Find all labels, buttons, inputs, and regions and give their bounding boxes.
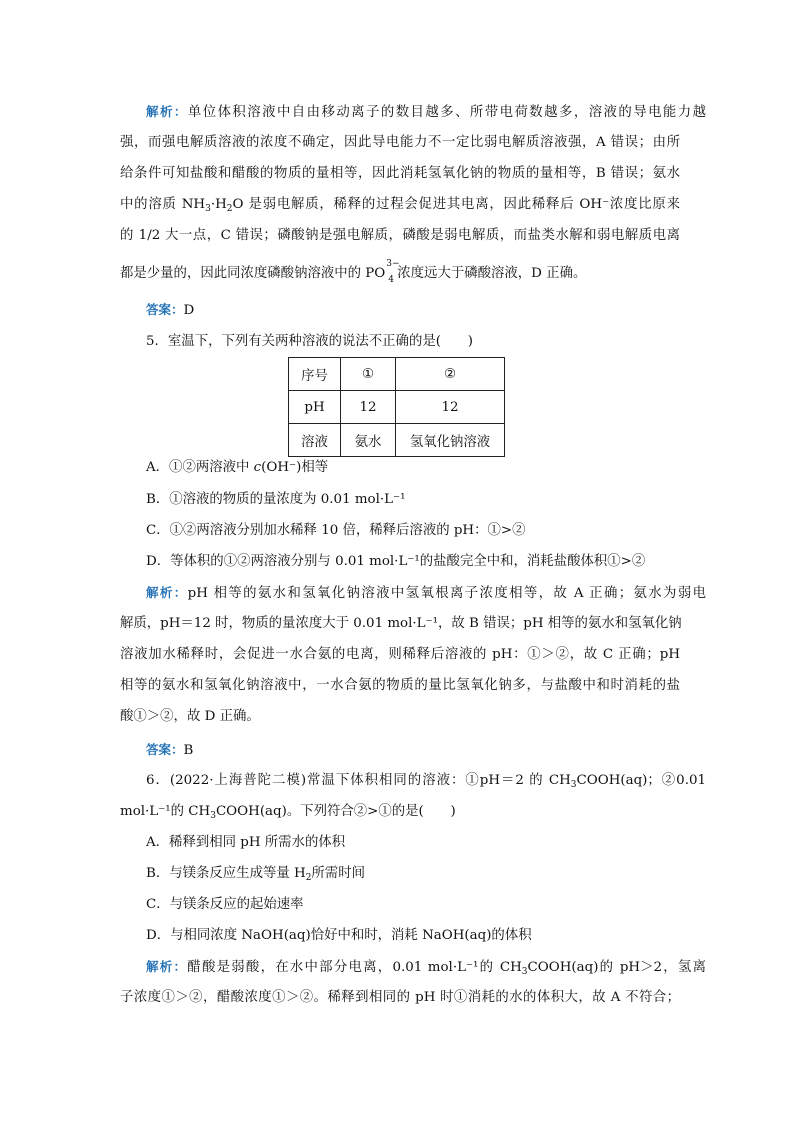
text: COOH(aq)的 pH＞2，氢离 (527, 960, 706, 975)
analysis-paragraph-line (120, 259, 680, 285)
answer-label: 答案： (146, 302, 184, 317)
option-a (146, 833, 706, 853)
table-cell: 溶液 (289, 424, 341, 457)
text: C．①②两溶液分别加水稀释 10 倍，稀释后溶液的 pH：①>② (146, 523, 526, 538)
text: O 是弱电解质，稀释的过程会促进其电离，因此稀释后 OH⁻浓度比原来 (232, 197, 680, 212)
table-cell: 序号 (289, 358, 341, 391)
option-c (146, 895, 706, 915)
text: 浓度远大于磷酸溶液，D 正确。 (397, 266, 587, 281)
analysis-paragraph-line (120, 676, 680, 696)
analysis-paragraph-line (146, 583, 706, 604)
ion-charge (385, 259, 400, 285)
analysis-paragraph-line (120, 164, 680, 184)
table-cell: 氢氧化钠溶液 (396, 424, 505, 457)
subscript: 2 (305, 873, 312, 883)
answer-line (146, 740, 706, 761)
analysis-label: 解析： (146, 959, 188, 974)
text: 所需时间 (311, 866, 365, 881)
text: c (253, 460, 262, 475)
table-cell: 12 (396, 391, 505, 424)
analysis-label: 解析： (146, 104, 188, 119)
analysis-paragraph-line (120, 133, 680, 153)
text: A．①②两溶液中 (146, 460, 254, 475)
analysis-paragraph-line (146, 102, 706, 123)
option-d (146, 552, 706, 572)
analysis-paragraph-line (120, 226, 680, 246)
text: 强，而强电解质溶液的浓度不确定，因此导电能力不一定比弱电解质溶液强，A 错误；由所 (120, 135, 680, 150)
text: 子浓度①＞②，醋酸浓度①＞②。稀释到相同的 pH 时①消耗的水的体积大，故 A 不符合； (120, 990, 680, 1005)
text: 单位体积溶液中自由移动离子的数目越多、所带电荷数越多，溶液的导电能力越 (187, 105, 706, 120)
option-a (146, 458, 706, 478)
text: 中的溶质 NH (120, 197, 206, 212)
analysis-paragraph-line (120, 645, 680, 665)
text: COOH(aq)。下列符合②>①的是( ) (215, 804, 456, 819)
text: 6．(2022·上海普陀二模)常温下体积相同的溶液：①pH＝2 的 CH (146, 773, 571, 788)
text: B．①溶液的物质的量浓度为 0.01 mol·L⁻¹ (146, 492, 406, 507)
superscript: 3− (386, 259, 400, 269)
text: mol·L⁻¹的 CH (120, 804, 211, 819)
analysis-paragraph-line (120, 614, 680, 634)
text: 相等的氨水和氢氧化钠溶液中，一水合氨的物质的量比氢氧化钠多，与盐酸中和时消耗的盐 (120, 678, 680, 693)
analysis-paragraph-line (120, 195, 680, 219)
subscript: 4 (388, 275, 395, 285)
analysis-label: 解析： (146, 585, 188, 600)
text: (OH⁻)相等 (261, 460, 329, 475)
question-5-stem (146, 332, 706, 352)
text: 酸①＞②，故 D 正确。 (120, 709, 260, 724)
subscript: 3 (521, 967, 528, 977)
option-c (146, 521, 706, 541)
text: B．与镁条反应生成等量 H (146, 866, 306, 881)
answer-label: 答案： (146, 742, 184, 757)
text: 给条件可知盐酸和醋酸的物质的量相等，因此消耗氢氧化钠的物质的量相等，B 错误；氨水 (120, 166, 680, 181)
option-b (146, 490, 706, 510)
solution-table (288, 357, 505, 457)
answer-value: B (183, 743, 194, 758)
answer-line (146, 300, 706, 321)
text: 都是少量的，因此同浓度磷酸钠溶液中的 PO (120, 266, 386, 281)
table-cell: 12 (341, 391, 396, 424)
question-6-stem (146, 771, 706, 795)
text: 的 1/2 大一点，C 错误；磷酸钠是强电解质，磷酸是弱电解质，而盐类水解和弱电解质电离 (120, 228, 680, 243)
text: A．稀释到相同 pH 所需水的体积 (146, 835, 346, 850)
table-row (289, 391, 505, 424)
text: 5．室温下，下列有关两种溶液的说法不正确的是( ) (146, 334, 473, 349)
subscript: 3 (570, 780, 577, 790)
table-row (289, 358, 505, 391)
table-cell: ① (341, 358, 396, 391)
subscript: 2 (226, 204, 233, 214)
answer-value: D (183, 303, 195, 318)
text: D．等体积的①②两溶液分别与 0.01 mol·L⁻¹的盐酸完全中和，消耗盐酸体积①>② (146, 554, 646, 569)
table-cell: 氨水 (341, 424, 396, 457)
text: pH 相等的氨水和氢氧化钠溶液中氢氧根离子浓度相等，故 A 正确；氨水为弱电 (187, 586, 706, 601)
text: C．与镁条反应的起始速率 (146, 897, 304, 912)
subscript: 3 (205, 204, 211, 214)
text: 溶液加水稀释时，会促进一水合氨的电离，则稀释后溶液的 pH：①＞②，故 C 正确；pH (120, 647, 680, 662)
question-6-stem (120, 802, 680, 826)
table-row (289, 424, 505, 457)
option-b (146, 864, 706, 888)
subscript: 3 (210, 811, 216, 821)
text: 醋酸是弱酸，在水中部分电离，0.01 mol·L⁻¹的 CH (187, 960, 522, 975)
option-d (146, 926, 706, 946)
analysis-paragraph-line (120, 707, 680, 727)
analysis-paragraph-line (120, 988, 680, 1008)
text: 解质，pH＝12 时，物质的量浓度大于 0.01 mol·L⁻¹，故 B 错误；pH 相等的氨水和氢氧化钠 (120, 616, 682, 631)
text: COOH(aq)；②0.01 (576, 773, 706, 788)
text: ·H (210, 197, 227, 212)
table-cell: ② (396, 358, 505, 391)
analysis-paragraph-line (146, 957, 706, 982)
text: D．与相同浓度 NaOH(aq)恰好中和时，消耗 NaOH(aq)的体积 (146, 928, 532, 943)
table-cell: pH (289, 391, 341, 424)
